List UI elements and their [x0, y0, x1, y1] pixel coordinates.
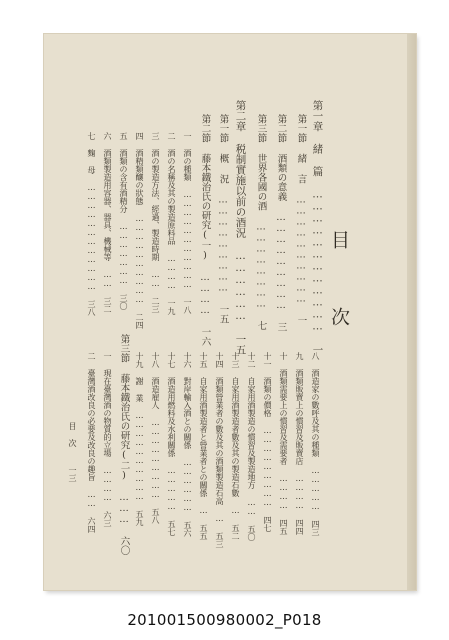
toc-entry: 第一節 緒 言 ………………………… 一 — [295, 114, 307, 325]
toc-entry: 九 酒類販賣上の慣習及販賣店 ………… 四四 — [295, 352, 304, 535]
toc-entry: 五 酒類の含有酒精分 ………………… 三〇 — [119, 132, 128, 310]
toc-entry: 第三節 世界各國の酒 …………………… 七 — [255, 114, 267, 330]
toc-entry: 四 酒精類釀の狀態 ………………………… 二四 — [135, 132, 144, 329]
toc-entry: 十三 自家用酒製造者數及其の製造石數 … 五二 — [231, 352, 240, 540]
toc-entry: 二 臺灣酒改良の必要及改良の趣旨 …… 六四 — [87, 352, 96, 533]
margin-marker: 目 次 — [68, 422, 77, 447]
toc-entry: 一 酒の種類 …………………………… 一八 — [183, 132, 192, 314]
toc-entry: 一 現在臺灣酒の物質的立場 ………… 六三 — [103, 352, 112, 527]
toc-entry: 第二章 税制實施以前の酒況 ……………… 一五 — [234, 100, 247, 355]
page-edge — [407, 34, 416, 590]
toc-entry: 三 酒の製造方法、經過、製造時期 …… 二三 — [151, 132, 160, 313]
document-page — [44, 34, 416, 590]
toc-entry: 第一章 緒 篇 ……………………………… 一 — [311, 100, 324, 355]
margin-marker: 一三 — [68, 466, 77, 482]
toc-entry: 十八 酒造雇人 ……………………… 五八 — [151, 352, 160, 524]
toc-entry: 十五 自家用酒製造者と營業者との關係 … 五五 — [199, 352, 208, 540]
page-title: 目 次 — [328, 230, 350, 344]
toc-entry: 第二節 酒類の意義 ……………………… 三 — [275, 114, 287, 332]
toc-entry: 十 酒類需要上の慣習及需要者 ………… 四五 — [279, 352, 288, 535]
toc-entry: 第二節 藤本鐵治氏の研究(一) ………… 一六 — [199, 114, 211, 346]
toc-entry: 十四 酒類營業者の數及其の酒類製造石高 … 五三 — [215, 352, 224, 548]
toc-entry: 十九 謝 業 ………………………… 五九 — [135, 352, 144, 526]
image-identifier: 201001500980002_P018 — [127, 611, 322, 629]
toc-entry: 十七 酒造用燃料及水利關係 …………… 五七 — [167, 352, 176, 536]
toc-entry: 十二 自家用酒製造の慣習及製造地方 …… 五〇 — [247, 352, 256, 541]
toc-entry: 六 酒類製造用容器、器具、機械等 …… 三二 — [103, 132, 112, 313]
toc-entry: 第三節 藤本鐵治氏の研究(二) ……… 六〇 — [118, 334, 130, 555]
toc-entry: 八 酒造家の數呼及其の種類 …………… 四三 — [311, 352, 320, 536]
toc-entry: 二 酒の名稱及其の製造原料品 ………… 一九 — [167, 132, 176, 315]
toc-entry: 第一節 概 況 ……………………… 一五 — [217, 114, 229, 324]
toc-entry: 七 麴 母 ……………………………… 三八 — [87, 132, 96, 316]
toc-entry: 十六 對岸輸入酒との關係 ……………… 五六 — [183, 352, 192, 537]
toc-entry: 十一 酒類の價格 ……………………… 四七 — [263, 352, 272, 532]
